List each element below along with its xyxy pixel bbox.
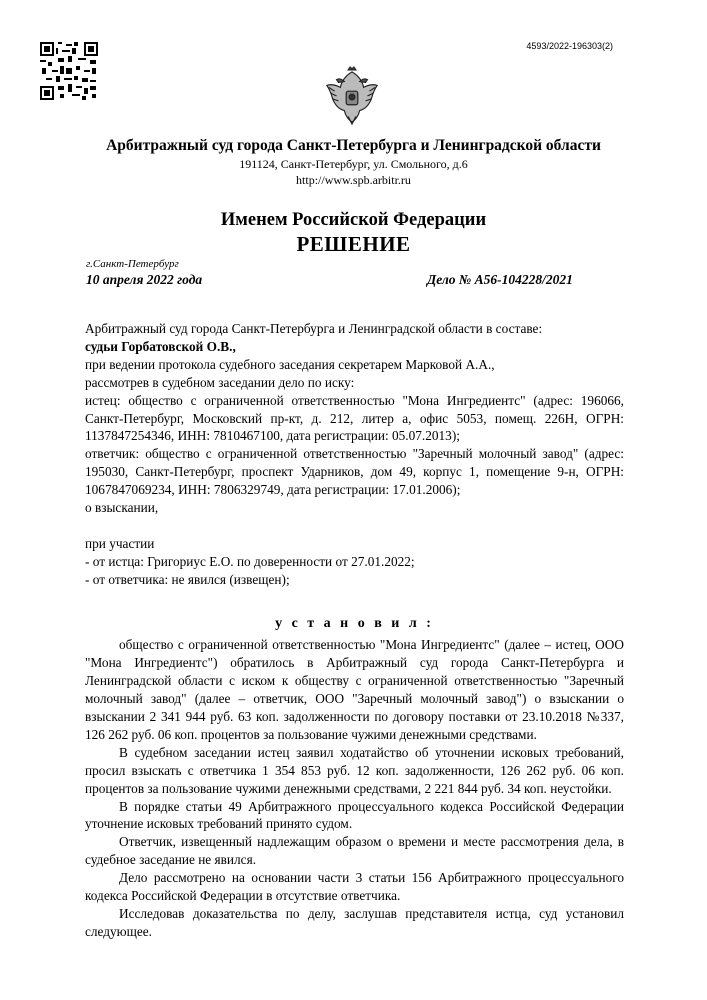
court-address: 191124, Санкт-Петербург, ул. Смольного, д.6 <box>239 157 468 171</box>
judge-name: судьи Горбатовской О.В., <box>85 338 236 354</box>
case-number: Дело № А56-104228/2021 <box>427 272 573 287</box>
document-body <box>85 320 624 941</box>
court-name: Арбитражный суд города Санкт-Петербурга и Ленинградской области <box>106 137 601 154</box>
paragraph: Дело рассмотрено на основании части 3 статьи 156 Арбитражного процессуального кодекса Российской Федерации в отсутствие ответчика. <box>85 870 624 904</box>
paragraph: Исследовав доказательства по делу, заслушав представителя истца, суд установил следующее. <box>85 905 624 939</box>
plaintiff-representative: - от истца: Григориус Е.О. по доверенности от 27.01.2022; <box>85 553 415 569</box>
established-heading: у с т а н о в и л : <box>275 616 434 632</box>
participation-heading: при участии <box>85 535 155 551</box>
court-composition: Арбитражный суд города Санкт-Петербурга и Ленинградской области в составе: <box>85 321 543 336</box>
document-id: 4593/2022-196303(2) <box>526 41 613 51</box>
paragraph: В судебном заседании истец заявил ходатайство об уточнении исковых требований, просил взыскать с ответчика 1 354 853 руб. 12 коп. задолженности, 126 262 руб. 06 коп. процентов за пользование чужими денежными средствами, 2 221 844 руб. 34 коп. неустойки. <box>85 744 624 796</box>
defendant-details: ответчик: общество с ограниченной ответственностью "Заречный молочный завод" (адрес: 195030, Санкт-Петербург, проспект Ударников, дом 49, корпус 1, помещение 9-н, ОГРН: 1067847069234, ИНН: 7806329749, дата регистрации: 17.01.2006); <box>85 446 624 498</box>
paragraph: В порядке статьи 49 Арбитражного процессуального кодекса Российской Федерации уточнение исковых требований принято судом. <box>85 798 624 832</box>
decision-title: РЕШЕНИЕ <box>296 232 411 256</box>
paragraph: Ответчик, извещенный надлежащим образом о времени и месте рассмотрения дела, в судебное заседание не явился. <box>85 834 624 868</box>
city: г.Санкт-Петербург <box>86 258 179 270</box>
coat-of-arms-icon <box>323 66 381 128</box>
paragraph: общество с ограниченной ответственностью "Мона Ингредиентс" (далее – истец, ООО "Мона Ингредиентс") обратилось в Арбитражный суд города Санкт-Петербурга и Ленинградской области с иском к обществу с ограниченной ответственностью "Заречный молочный завод" (далее – ответчик, ООО "Заречный молочный завод") о взыскании о взыскании 2 341 944 руб. 63 коп. задолженности по договору поставки от 23.10.2018 №337, 126 262 руб. 06 коп. процентов за пользование чужими денежными средствами. <box>85 637 624 742</box>
defendant-representative: - от ответчика: не явился (извещен); <box>85 571 290 587</box>
plaintiff-details: истец: общество с ограниченной ответственностью "Мона Ингредиентс" (адрес: 196066, Санкт-Петербург, Московский пр-кт, д. 212, литер а, офис 5053, помещ. 226Н, ОГРН: 1137847254346, ИНН: 7810467100, дата регистрации: 05.07.2013); <box>85 392 624 444</box>
considering-line: рассмотрев в судебном заседании дело по иску: <box>85 374 355 390</box>
qr-code <box>40 42 98 100</box>
court-url: http://www.spb.arbitr.ru <box>296 173 411 187</box>
claim-subject: о взыскании, <box>85 500 159 516</box>
in-name-of-heading: Именем Российской Федерации <box>220 210 487 230</box>
secretary-line: при ведении протокола судебного заседания секретарем Марковой А.А., <box>85 356 495 372</box>
decision-date: 10 апреля 2022 года <box>86 272 203 287</box>
